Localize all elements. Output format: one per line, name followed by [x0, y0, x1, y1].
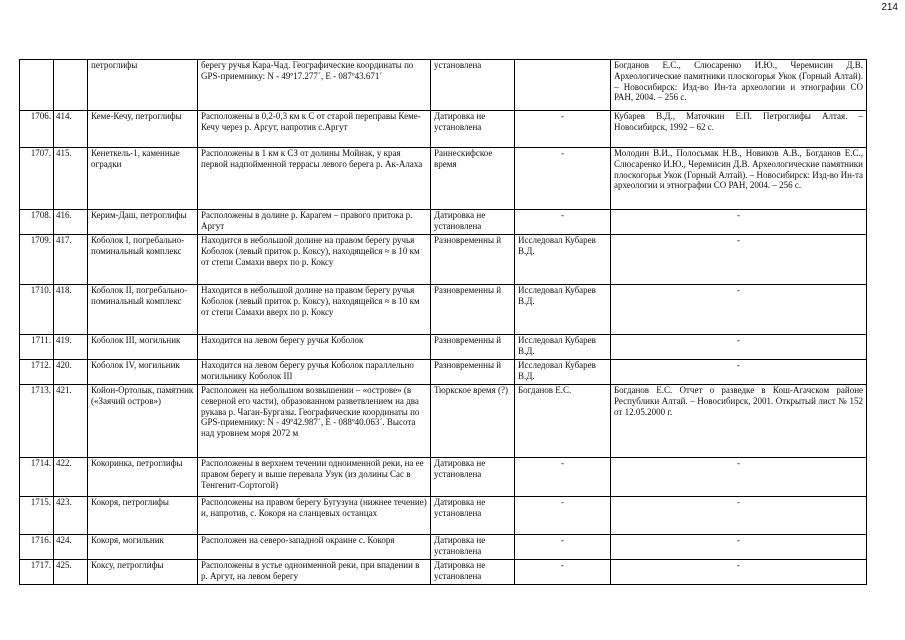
monument-location: берегу ручья Кара-Чад. Географические координаты по GPS-приемнику: N - 49º17.277´, E - 087º43.671´ [198, 60, 431, 111]
monument-name: Кеме-Кечу, петроглифы [88, 111, 198, 148]
monument-dating: Тюркское время (?) [431, 385, 515, 458]
monument-researcher: Исследовал Кубарев В.Д. [515, 235, 611, 285]
table-row [20, 335, 867, 360]
monument-researcher: - [515, 535, 611, 560]
table-row [20, 535, 867, 560]
table-row [20, 497, 867, 535]
monument-name: Коболок I, погребально-поминальный комплекс [88, 235, 198, 285]
row-index: 425. [54, 560, 88, 585]
row-number: 1716. [20, 535, 54, 560]
monument-name: Кокоринка, петроглифы [88, 458, 198, 497]
page-number: 214 [881, 2, 898, 13]
row-index: 417. [54, 235, 88, 285]
monument-literature: - [611, 335, 867, 360]
monument-literature: - [611, 235, 867, 285]
monument-name: петроглифы [88, 60, 198, 111]
row-number: 1714. [20, 458, 54, 497]
row-index: 415. [54, 148, 88, 210]
monument-researcher: - [515, 148, 611, 210]
table-row [20, 60, 867, 111]
monument-researcher: Богданов Е.С. [515, 385, 611, 458]
row-index: 419. [54, 335, 88, 360]
monument-location: Расположены в 0,2-0,3 км к С от старой переправы Кеме-Кечу через р. Аргут, напротив с.Аргут [198, 111, 431, 148]
monument-literature: - [611, 560, 867, 585]
row-number: 1715. [20, 497, 54, 535]
monument-dating: Датировка не установлена [431, 111, 515, 148]
monument-researcher: - [515, 497, 611, 535]
row-number: 1709. [20, 235, 54, 285]
table-body [20, 60, 867, 585]
table-row [20, 111, 867, 148]
monument-researcher: - [515, 458, 611, 497]
table-row [20, 235, 867, 285]
monument-name: Кенеткель-1, каменные оградки [88, 148, 198, 210]
monument-dating: Раннескифское время [431, 148, 515, 210]
monument-name: Койон-Ортолык, памятник («Заячий остров») [88, 385, 198, 458]
monument-literature: Молодин В.И., Полосьмак Н.В., Новиков А.В., Богданов Е.С., Слюсаренко И.Ю., Черемисин Д.В. Археологические памятники плоскогорья Укок (Горный Алтай). – Новосибирск: Изд-во Ин-та археологии и этнографии СО РАН, 2004. – 256 с. [611, 148, 867, 210]
monument-name: Коболок IV, могильник [88, 360, 198, 385]
monuments-table [19, 59, 867, 585]
monument-name: Коболок II, погребально-поминальный комплекс [88, 285, 198, 335]
monument-researcher: Исследовал Кубарев В.Д. [515, 335, 611, 360]
row-index: 423. [54, 497, 88, 535]
monument-literature: - [611, 210, 867, 235]
row-index: 422. [54, 458, 88, 497]
row-index: 418. [54, 285, 88, 335]
monument-researcher [515, 60, 611, 111]
monument-literature: - [611, 360, 867, 385]
monument-researcher: - [515, 111, 611, 148]
monument-location: Расположены в 1 км к СЗ от долины Мойнак, у края первой надпойменной террасы левого берега р. Ак-Алаха [198, 148, 431, 210]
row-number: 1708. [20, 210, 54, 235]
row-index: 414. [54, 111, 88, 148]
monument-location: Находится в небольшой долине на правом берегу ручья Коболок (левый приток р. Коксу), находящейся ≈ в 10 км от степи Самахи вверх по р. Коксу [198, 285, 431, 335]
monument-dating: установлена [431, 60, 515, 111]
monument-literature: - [611, 285, 867, 335]
row-number: 1707. [20, 148, 54, 210]
row-number: 1711. [20, 335, 54, 360]
monument-dating: Датировка не установлена [431, 535, 515, 560]
monument-literature: Богданов Е.С. Отчет о разведке в Кош-Агачском районе Республики Алтай. – Новосибирск, 2001. Открытый лист № 152 от 12.05.2000 г. [611, 385, 867, 458]
monument-dating: Датировка не установлена [431, 497, 515, 535]
monument-location: Расположены на правом берегу Бугузуна (нижнее течение) и, напротив, с. Кокоря на сланцевых останцах [198, 497, 431, 535]
table-row [20, 360, 867, 385]
monument-location: Расположены в устье одноименной реки, при впадении в р. Аргут, на левом берегу [198, 560, 431, 585]
monument-researcher: Исследовал Кубарев В.Д. [515, 360, 611, 385]
table-row [20, 560, 867, 585]
table-row [20, 385, 867, 458]
row-index: 424. [54, 535, 88, 560]
monument-name: Коболок III, могильник [88, 335, 198, 360]
monument-location: Расположены в верхнем течении одноименной реки, на ее правом берегу и выше перевала Узук (из долины Сас в Тенгенит-Сортогой) [198, 458, 431, 497]
monument-literature: Кубарев В.Д., Маточкин Е.П. Петроглифы Алтая. – Новосибирск, 1992 – 62 с. [611, 111, 867, 148]
monument-location: Находится на левом берегу ручья Коболок [198, 335, 431, 360]
monument-dating: Датировка не установлена [431, 458, 515, 497]
monument-dating: Разновременны й [431, 235, 515, 285]
monument-location: Находится на левом берегу ручья Коболок параллельно могильнику Коболок III [198, 360, 431, 385]
monument-name: Кокоря, могильник [88, 535, 198, 560]
monument-researcher: Исследовал Кубарев В.Д. [515, 285, 611, 335]
monument-dating: Разновременны й [431, 360, 515, 385]
table-row [20, 148, 867, 210]
table-row [20, 210, 867, 235]
monument-name: Коксу, петроглифы [88, 560, 198, 585]
row-number: 1706. [20, 111, 54, 148]
monument-location: Расположены в долине р. Карагем – правого притока р. Аргут [198, 210, 431, 235]
monument-dating: Датировка не установлена [431, 210, 515, 235]
row-number: 1717. [20, 560, 54, 585]
monument-location: Находится в небольшой долине на правом берегу ручья Коболок (левый приток р. Коксу), находящейся ≈ в 10 км от степи Самахи вверх по р. Коксу [198, 235, 431, 285]
monument-researcher: - [515, 210, 611, 235]
monument-dating: Датировка не установлена [431, 560, 515, 585]
monument-location: Расположен на северо-западной окраине с. Кокоря [198, 535, 431, 560]
row-number: 1713. [20, 385, 54, 458]
table-row [20, 285, 867, 335]
monument-dating: Разновременны й [431, 335, 515, 360]
row-number: 1710. [20, 285, 54, 335]
row-index [54, 60, 88, 111]
monument-name: Керим-Даш, петроглифы [88, 210, 198, 235]
row-number [20, 60, 54, 111]
row-index: 420. [54, 360, 88, 385]
monument-dating: Разновременны й [431, 285, 515, 335]
monument-literature: - [611, 535, 867, 560]
row-index: 421. [54, 385, 88, 458]
monument-name: Кокоря, петроглифы [88, 497, 198, 535]
row-number: 1712. [20, 360, 54, 385]
table-row [20, 458, 867, 497]
monument-literature: Богданов Е.С., Слюсаренко И.Ю., Черемисин Д.В. Археологические памятники плоскогорья Укок (Горный Алтай). – Новосибирск: Изд-во Ин-та археологии и этнографии СО РАН, 2004. – 256 с. [611, 60, 867, 111]
monument-literature: - [611, 497, 867, 535]
monument-location: Расположен на небольшом возвышении – «острове» (в северной его части), образованном разветвлением на два рукава р. Чаган-Бургазы. Географические координаты по GPS-приемнику: N - 49º42.987´, E - 088º40.063´. Высота над уровнем моря 2072 м [198, 385, 431, 458]
monument-literature: - [611, 458, 867, 497]
monument-researcher: - [515, 560, 611, 585]
row-index: 416. [54, 210, 88, 235]
